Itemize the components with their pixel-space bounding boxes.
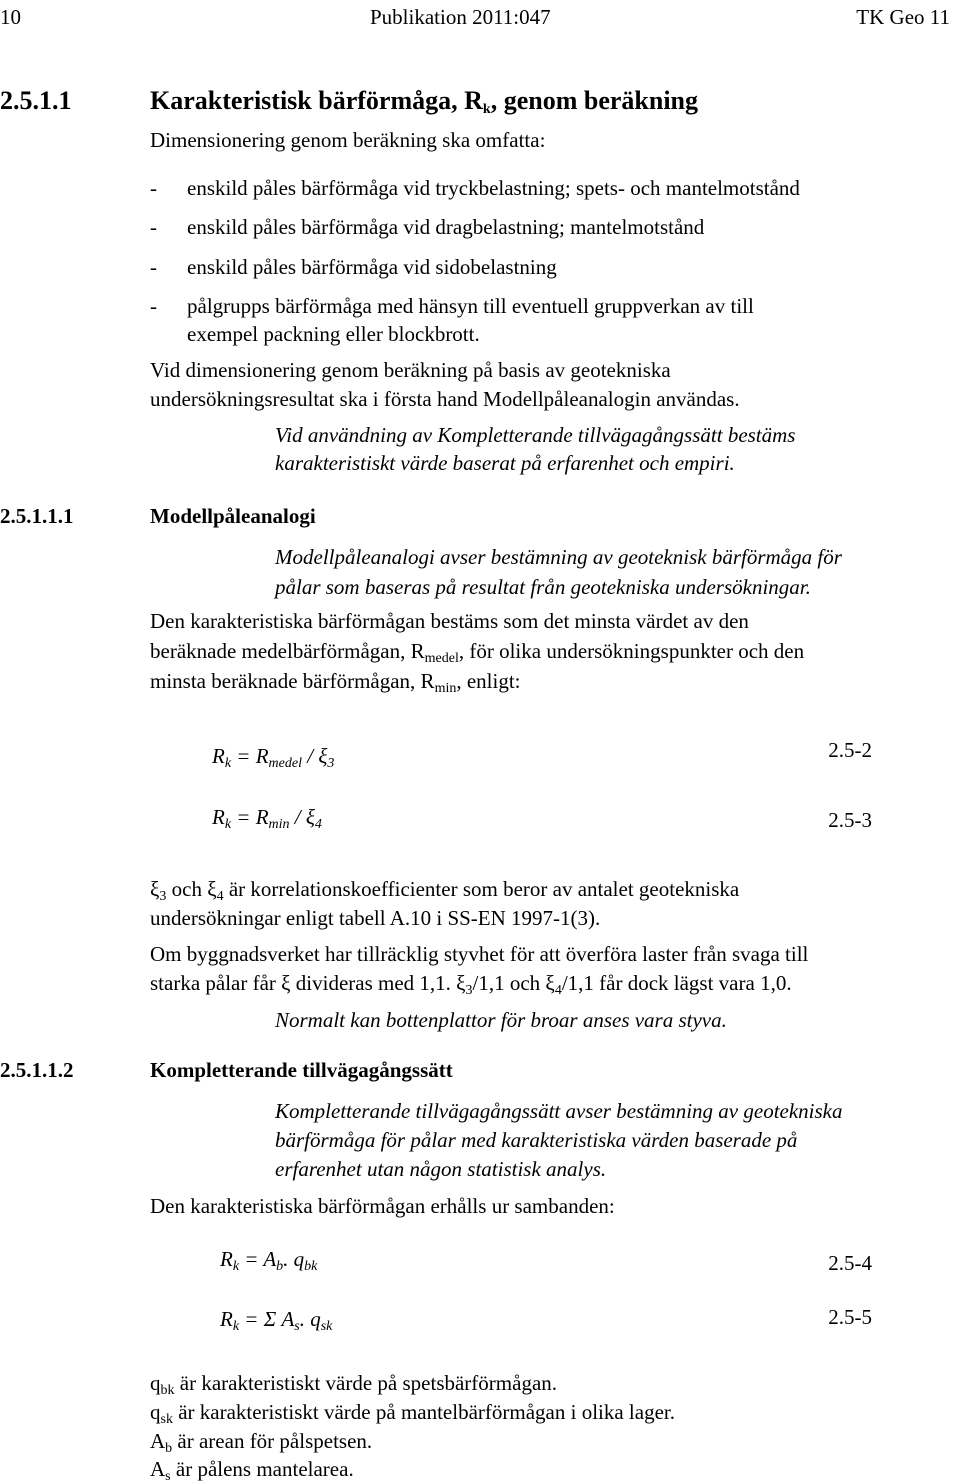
section-title: Karakteristisk bärförmåga, $R_k$, genom beräkning [150, 86, 699, 117]
paragraph-line: undersökningsresultat ska i första hand Modellpåleanalogin användas. [150, 387, 740, 411]
list-dash: - [150, 255, 157, 279]
equation-number: 2.5-3 [828, 808, 872, 832]
paragraph-line: beräknade medelbärförmågan, $R_{medel}$, för olika undersökningspunkter och den [150, 639, 805, 666]
definition-item: $q_{bk}$ är karakteristiskt värde på spetsbärförmågan. [150, 1371, 558, 1398]
publication-label: Publikation 2011:047 [370, 5, 551, 29]
list-dash: - [150, 215, 157, 239]
list-item: enskild påles bärförmåga vid sidobelastning [187, 255, 557, 279]
equation-number: 2.5-2 [828, 738, 872, 762]
note-line: Kompletterande tillvägagångssätt avser bestämning av geotekniska [275, 1099, 843, 1123]
note-line: Modellpåleanalogi avser bestämning av geoteknisk bärförmåga för [275, 545, 842, 569]
note-line: bärförmåga för pålar med karakteristiska värden baserade på [275, 1128, 798, 1152]
note-line: Normalt kan bottenplattor för broar anses vara styva. [275, 1008, 727, 1032]
equation: $R_k = A_b$. $q_{bk}$ [220, 1247, 318, 1274]
definition-item: $A_s$ är pålens mantelarea. [150, 1457, 354, 1484]
subsection-number: 2.5.1.1.1 [0, 504, 74, 528]
definition-item: $q_{sk}$ är karakteristiskt värde på mantelbärförmågan i olika lager. [150, 1400, 675, 1427]
report-label: TK Geo 11 [856, 5, 950, 29]
subsection-number: 2.5.1.1.2 [0, 1058, 74, 1082]
paragraph-line: minsta beräknade bärförmågan, $R_{min}$, enligt: [150, 669, 521, 696]
list-item: pålgrupps bärförmåga med hänsyn till eventuell gruppverkan av till [187, 294, 754, 318]
intro-text: Dimensionering genom beräkning ska omfatta: [150, 128, 546, 152]
paragraph-line: Om byggnadsverket har tillräcklig styvhet för att överföra laster från svaga till [150, 942, 809, 966]
definition-item: $A_b$ är arean för pålspetsen. [150, 1429, 373, 1456]
note-line: karakteristiskt värde baserat på erfarenhet och empiri. [275, 451, 735, 475]
section-number: 2.5.1.1 [0, 86, 72, 115]
subsection-title: Kompletterande tillvägagångssätt [150, 1058, 453, 1082]
paragraph-line: Vid dimensionering genom beräkning på basis av geotekniska [150, 358, 671, 382]
paragraph-line: $\xi_3$ och $\xi_4$ är korrelationskoefficienter som beror av antalet geotekniska [150, 877, 740, 904]
equation-number: 2.5-4 [828, 1251, 872, 1275]
paragraph-line: Den karakteristiska bärförmågan bestäms som det minsta värdet av den [150, 609, 749, 633]
note-line: erfarenhet utan någon statistisk analys. [275, 1157, 607, 1181]
paragraph-line: Den karakteristiska bärförmågan erhålls ur sambanden: [150, 1194, 615, 1218]
list-dash: - [150, 176, 157, 200]
list-item-continuation: exempel packning eller blockbrott. [187, 322, 480, 346]
list-dash: - [150, 294, 157, 318]
list-item: enskild påles bärförmåga vid dragbelastning; mantelmotstånd [187, 215, 705, 239]
equation: $R_k = R_{min} / \xi_4$ [212, 805, 322, 832]
paragraph-line: starka pålar får ξ divideras med 1,1. $\xi_3/1,1$ och $\xi_4/1,1$ får dock lägst vara 1,0. [150, 971, 792, 998]
paragraph-line: undersökningar enligt tabell A.10 i SS-EN 1997-1(3). [150, 906, 601, 930]
equation-number: 2.5-5 [828, 1305, 872, 1329]
note-line: pålar som baseras på resultat från geotekniska undersökningar. [275, 575, 811, 599]
equation: $R_k = R_{medel} / \xi_3$ [212, 744, 335, 771]
equation: $R_k = \Sigma$ $A_s$. $q_{sk}$ [220, 1307, 333, 1334]
subsection-title: Modellpåleanalogi [150, 504, 316, 528]
list-item: enskild påles bärförmåga vid tryckbelastning; spets- och mantelmotstånd [187, 176, 800, 200]
note-line: Vid användning av Kompletterande tillvägagångssätt bestäms [275, 423, 796, 447]
page-number: 10 [0, 5, 21, 29]
